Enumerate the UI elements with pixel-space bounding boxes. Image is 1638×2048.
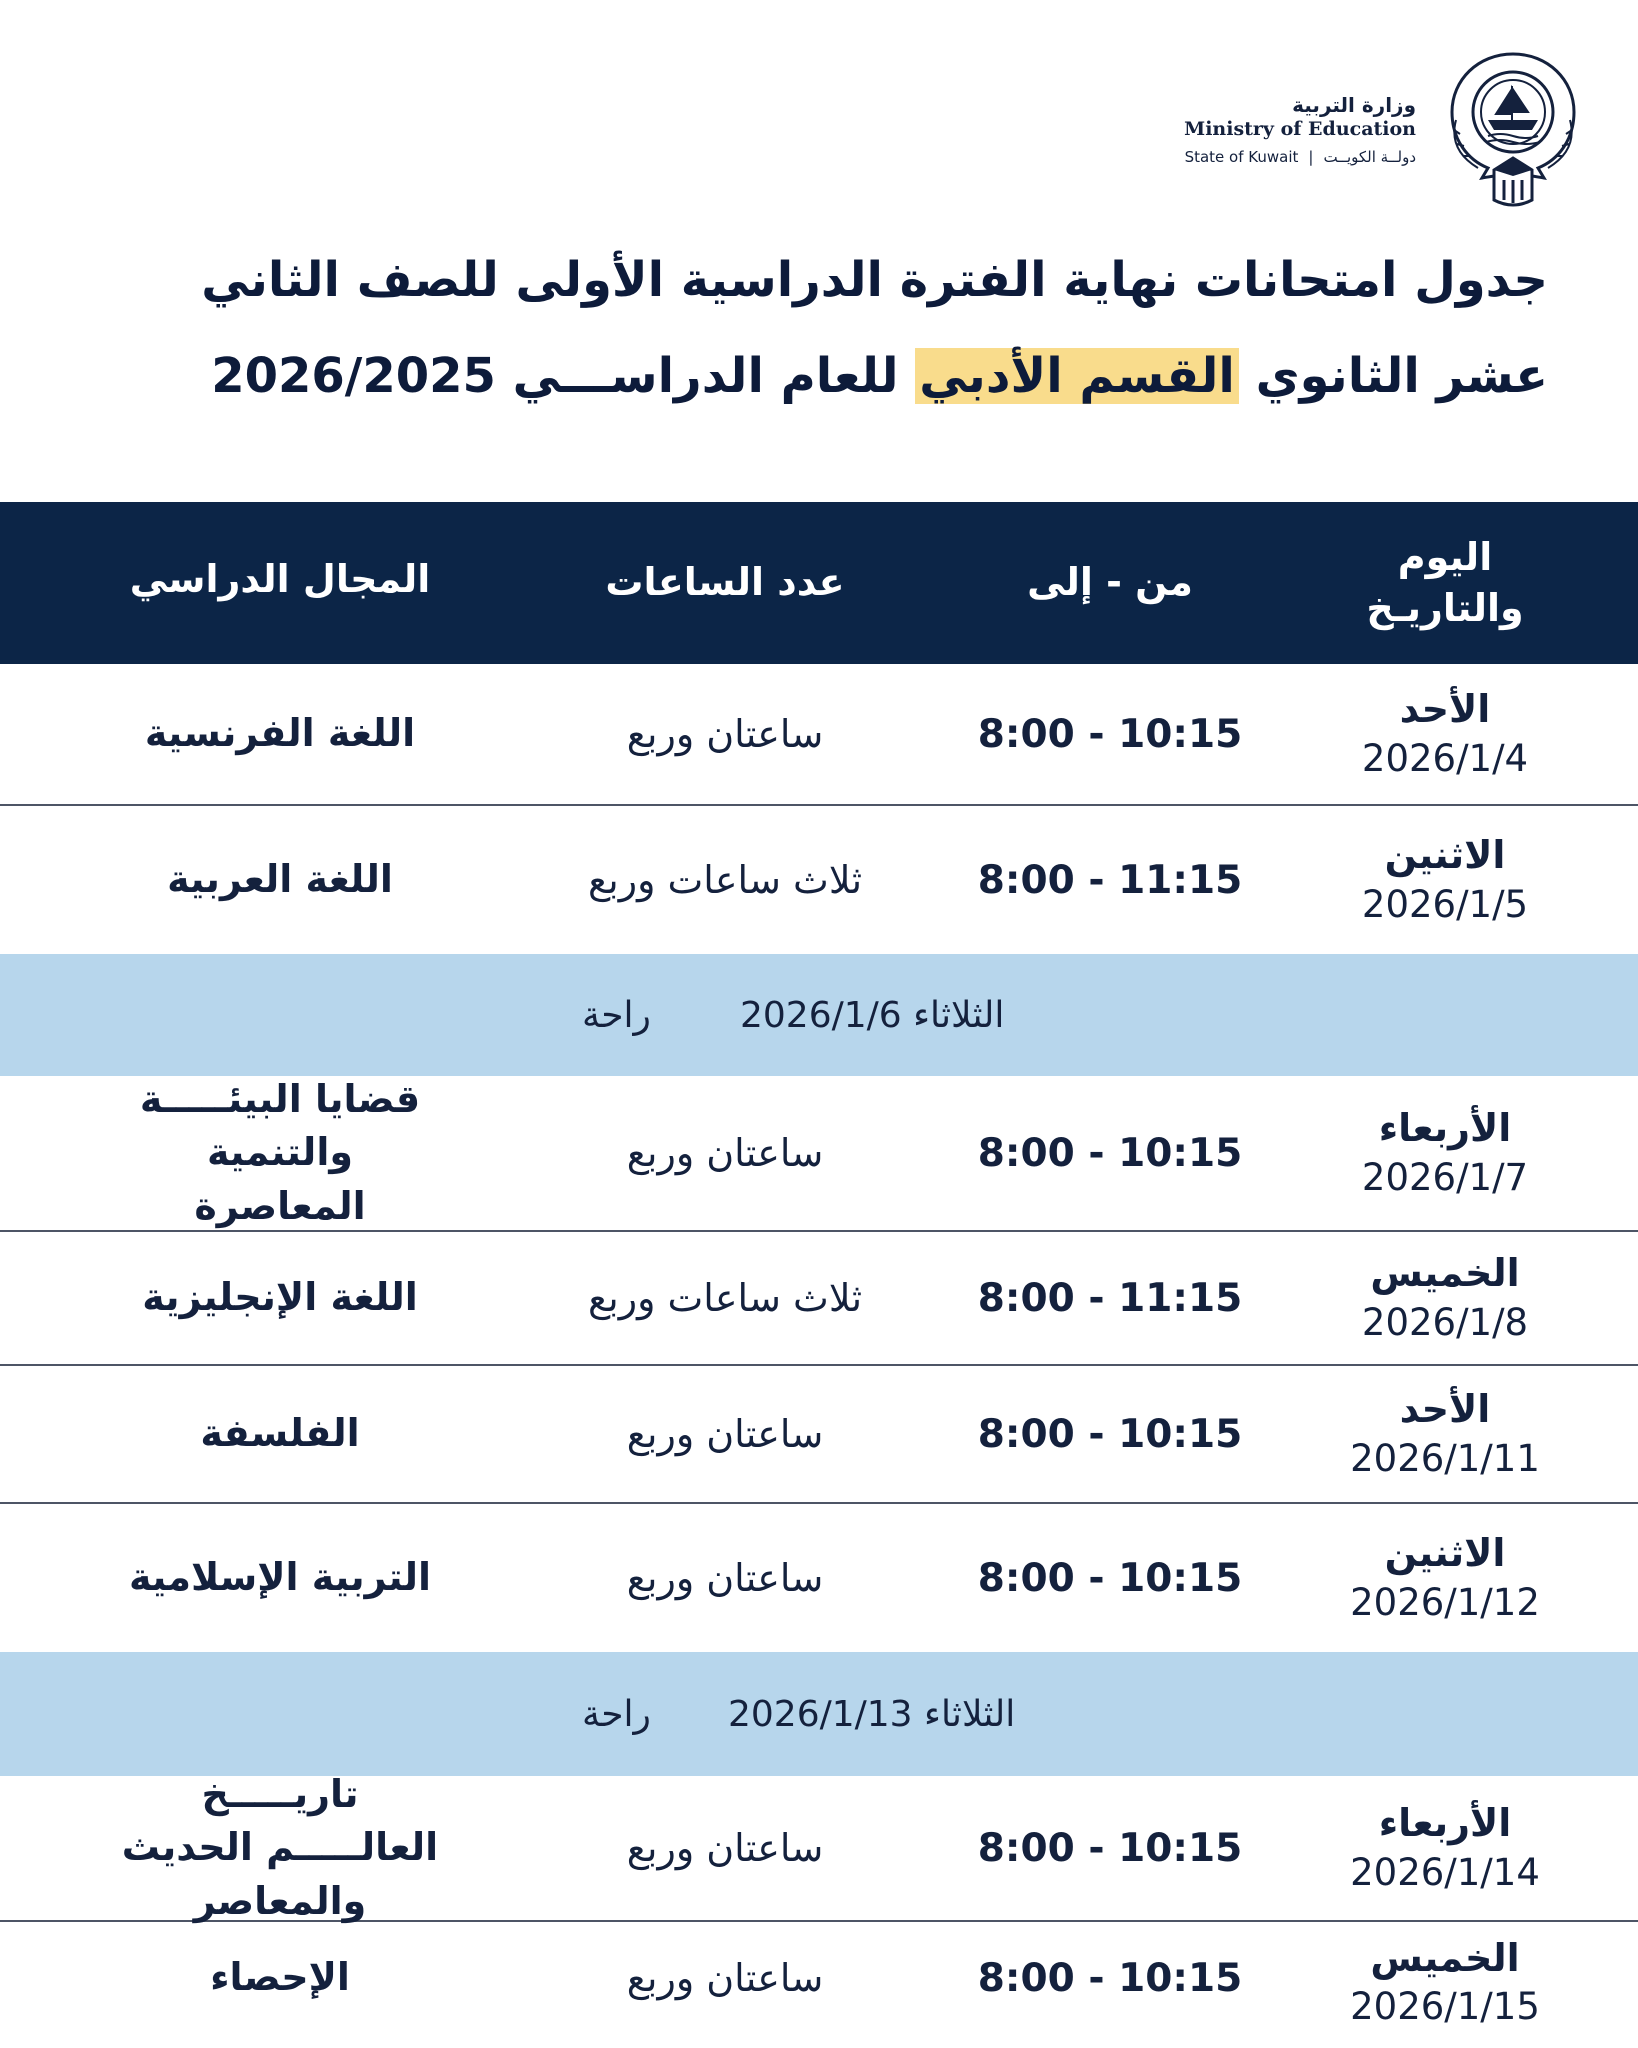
state-name-ar: دولــة الكويــت <box>1323 148 1416 166</box>
day-cell <box>1280 806 1610 954</box>
state-line <box>1184 148 1416 167</box>
exam-time: 8:00 - 10:15 <box>977 1555 1243 1601</box>
header-time: من - إلى <box>1027 560 1193 605</box>
day-name: الاثنين <box>1384 833 1506 878</box>
state-name-en: State of Kuwait <box>1184 148 1299 166</box>
day-date: 2026/1/8 <box>1361 1300 1529 1344</box>
subject-cell <box>60 1076 500 1230</box>
ministry-logo <box>1184 50 1588 210</box>
day-name: الخميس <box>1370 1936 1520 1980</box>
exam-subject: قضايا البيئـــــة والتنمية المعاصرة <box>139 1077 421 1228</box>
ministry-name-en: Ministry of Education <box>1184 118 1416 141</box>
duration-cell <box>540 1922 910 2034</box>
exam-time: 8:00 - 10:15 <box>977 1955 1243 2001</box>
exam-subject: الإحصاء <box>210 1955 350 2000</box>
title-line-2-part-a: عشر الثانوي <box>1238 348 1548 404</box>
duration-cell <box>540 1232 910 1364</box>
subject-cell <box>60 664 500 804</box>
day-cell <box>1280 664 1610 804</box>
subject-cell <box>60 1772 500 1923</box>
day-date: 2026/1/11 <box>1350 1436 1540 1480</box>
rest-day-date: الثلاثاء 2026/1/13 <box>728 1693 1016 1735</box>
exam-subject: الفلسفة <box>200 1411 360 1456</box>
table-row <box>0 1076 1638 1232</box>
day-cell <box>1280 1504 1610 1652</box>
duration-cell <box>540 806 910 954</box>
exam-duration: ثلاث ساعات وربع <box>587 1276 863 1320</box>
day-cell <box>1280 1232 1610 1364</box>
subject-cell <box>60 1504 500 1652</box>
ministry-name-ar: وزارة التربية <box>1292 93 1416 118</box>
day-cell <box>1280 1776 1610 1920</box>
kuwait-emblem-icon <box>1438 50 1588 210</box>
table-row <box>0 1922 1638 2034</box>
day-date: 2026/1/15 <box>1350 1985 1540 2029</box>
table-row <box>0 664 1638 806</box>
exam-duration: ساعتان وربع <box>626 712 824 756</box>
exam-time: 8:00 - 10:15 <box>977 1825 1243 1871</box>
day-name: الأحد <box>1399 687 1491 732</box>
table-row <box>0 806 1638 954</box>
table-row <box>0 1232 1638 1366</box>
day-date: 2026/1/5 <box>1361 882 1529 926</box>
header-subject: المجال الدراسي <box>129 557 431 601</box>
time-cell <box>960 1366 1260 1502</box>
rest-label: راحة <box>582 1693 651 1735</box>
subject-cell <box>60 1232 500 1364</box>
subject-cell <box>60 1922 500 2034</box>
table-row <box>0 1504 1638 1652</box>
time-cell <box>960 806 1260 954</box>
day-date: 2026/1/12 <box>1350 1580 1540 1624</box>
exam-subject: اللغة الإنجليزية <box>142 1275 418 1320</box>
exam-time: 8:00 - 10:15 <box>977 1411 1243 1457</box>
exam-time: 8:00 - 10:15 <box>977 1130 1243 1176</box>
exam-schedule-table <box>0 502 1638 2034</box>
table-row <box>0 1772 1638 1923</box>
table-row <box>0 1366 1638 1504</box>
time-cell <box>960 1232 1260 1364</box>
header-duration: عدد الساعات <box>605 560 845 605</box>
exam-duration: ساعتان وربع <box>626 1826 824 1870</box>
day-name: الخميس <box>1370 1251 1520 1296</box>
exam-time: 8:00 - 10:15 <box>977 711 1243 757</box>
table-header <box>0 502 1638 664</box>
state-separator: | <box>1308 148 1314 166</box>
rest-day-row <box>0 954 1638 1076</box>
day-cell <box>1280 1922 1610 2034</box>
subject-cell <box>60 1366 500 1502</box>
day-date: 2026/1/4 <box>1361 736 1529 780</box>
day-name: الاثنين <box>1384 1531 1506 1576</box>
exam-duration: ساعتان وربع <box>626 1412 824 1456</box>
rest-day-row <box>0 1652 1638 1776</box>
time-cell <box>960 1776 1260 1920</box>
exam-duration: ثلاث ساعات وربع <box>587 858 863 902</box>
title-line-1: جدول امتحانات نهاية الفترة الدراسية الأولى للصف الثاني <box>201 252 1548 308</box>
exam-subject: تاريـــــخ العالـــــم الحديث والمعاصر <box>121 1772 439 1923</box>
ministry-text <box>1184 93 1416 167</box>
day-name: الأحد <box>1399 1387 1491 1432</box>
time-cell <box>960 1922 1260 2034</box>
exam-duration: ساعتان وربع <box>626 1131 824 1175</box>
time-cell <box>960 1076 1260 1230</box>
header-day-date: اليوم والتاريـخ <box>1366 534 1524 630</box>
title-line-2 <box>90 328 1548 424</box>
day-date: 2026/1/14 <box>1350 1850 1540 1894</box>
day-cell <box>1280 1366 1610 1502</box>
day-cell <box>1280 1076 1610 1230</box>
duration-cell <box>540 664 910 804</box>
exam-duration: ساعتان وربع <box>626 1556 824 1600</box>
exam-time: 8:00 - 11:15 <box>977 1275 1243 1321</box>
page-title <box>90 232 1548 424</box>
exam-time: 8:00 - 11:15 <box>977 857 1243 903</box>
title-line-2-part-b: للعام الدراســـي 2026/2025 <box>211 348 916 404</box>
exam-subject: التربية الإسلامية <box>128 1555 432 1600</box>
day-name: الأربعاء <box>1378 1801 1512 1846</box>
duration-cell <box>540 1776 910 1920</box>
subject-cell <box>60 806 500 954</box>
rest-day-date: الثلاثاء 2026/1/6 <box>740 994 1005 1036</box>
day-date: 2026/1/7 <box>1361 1155 1529 1199</box>
rest-label: راحة <box>582 994 651 1036</box>
exam-subject: اللغة العربية <box>167 857 393 902</box>
duration-cell <box>540 1504 910 1652</box>
exam-duration: ساعتان وربع <box>626 1956 824 2000</box>
time-cell <box>960 664 1260 804</box>
title-highlight-section: القسم الأدبي <box>915 348 1239 404</box>
duration-cell <box>540 1366 910 1502</box>
exam-subject: اللغة الفرنسية <box>144 711 416 756</box>
time-cell <box>960 1504 1260 1652</box>
duration-cell <box>540 1076 910 1230</box>
day-name: الأربعاء <box>1378 1106 1512 1151</box>
